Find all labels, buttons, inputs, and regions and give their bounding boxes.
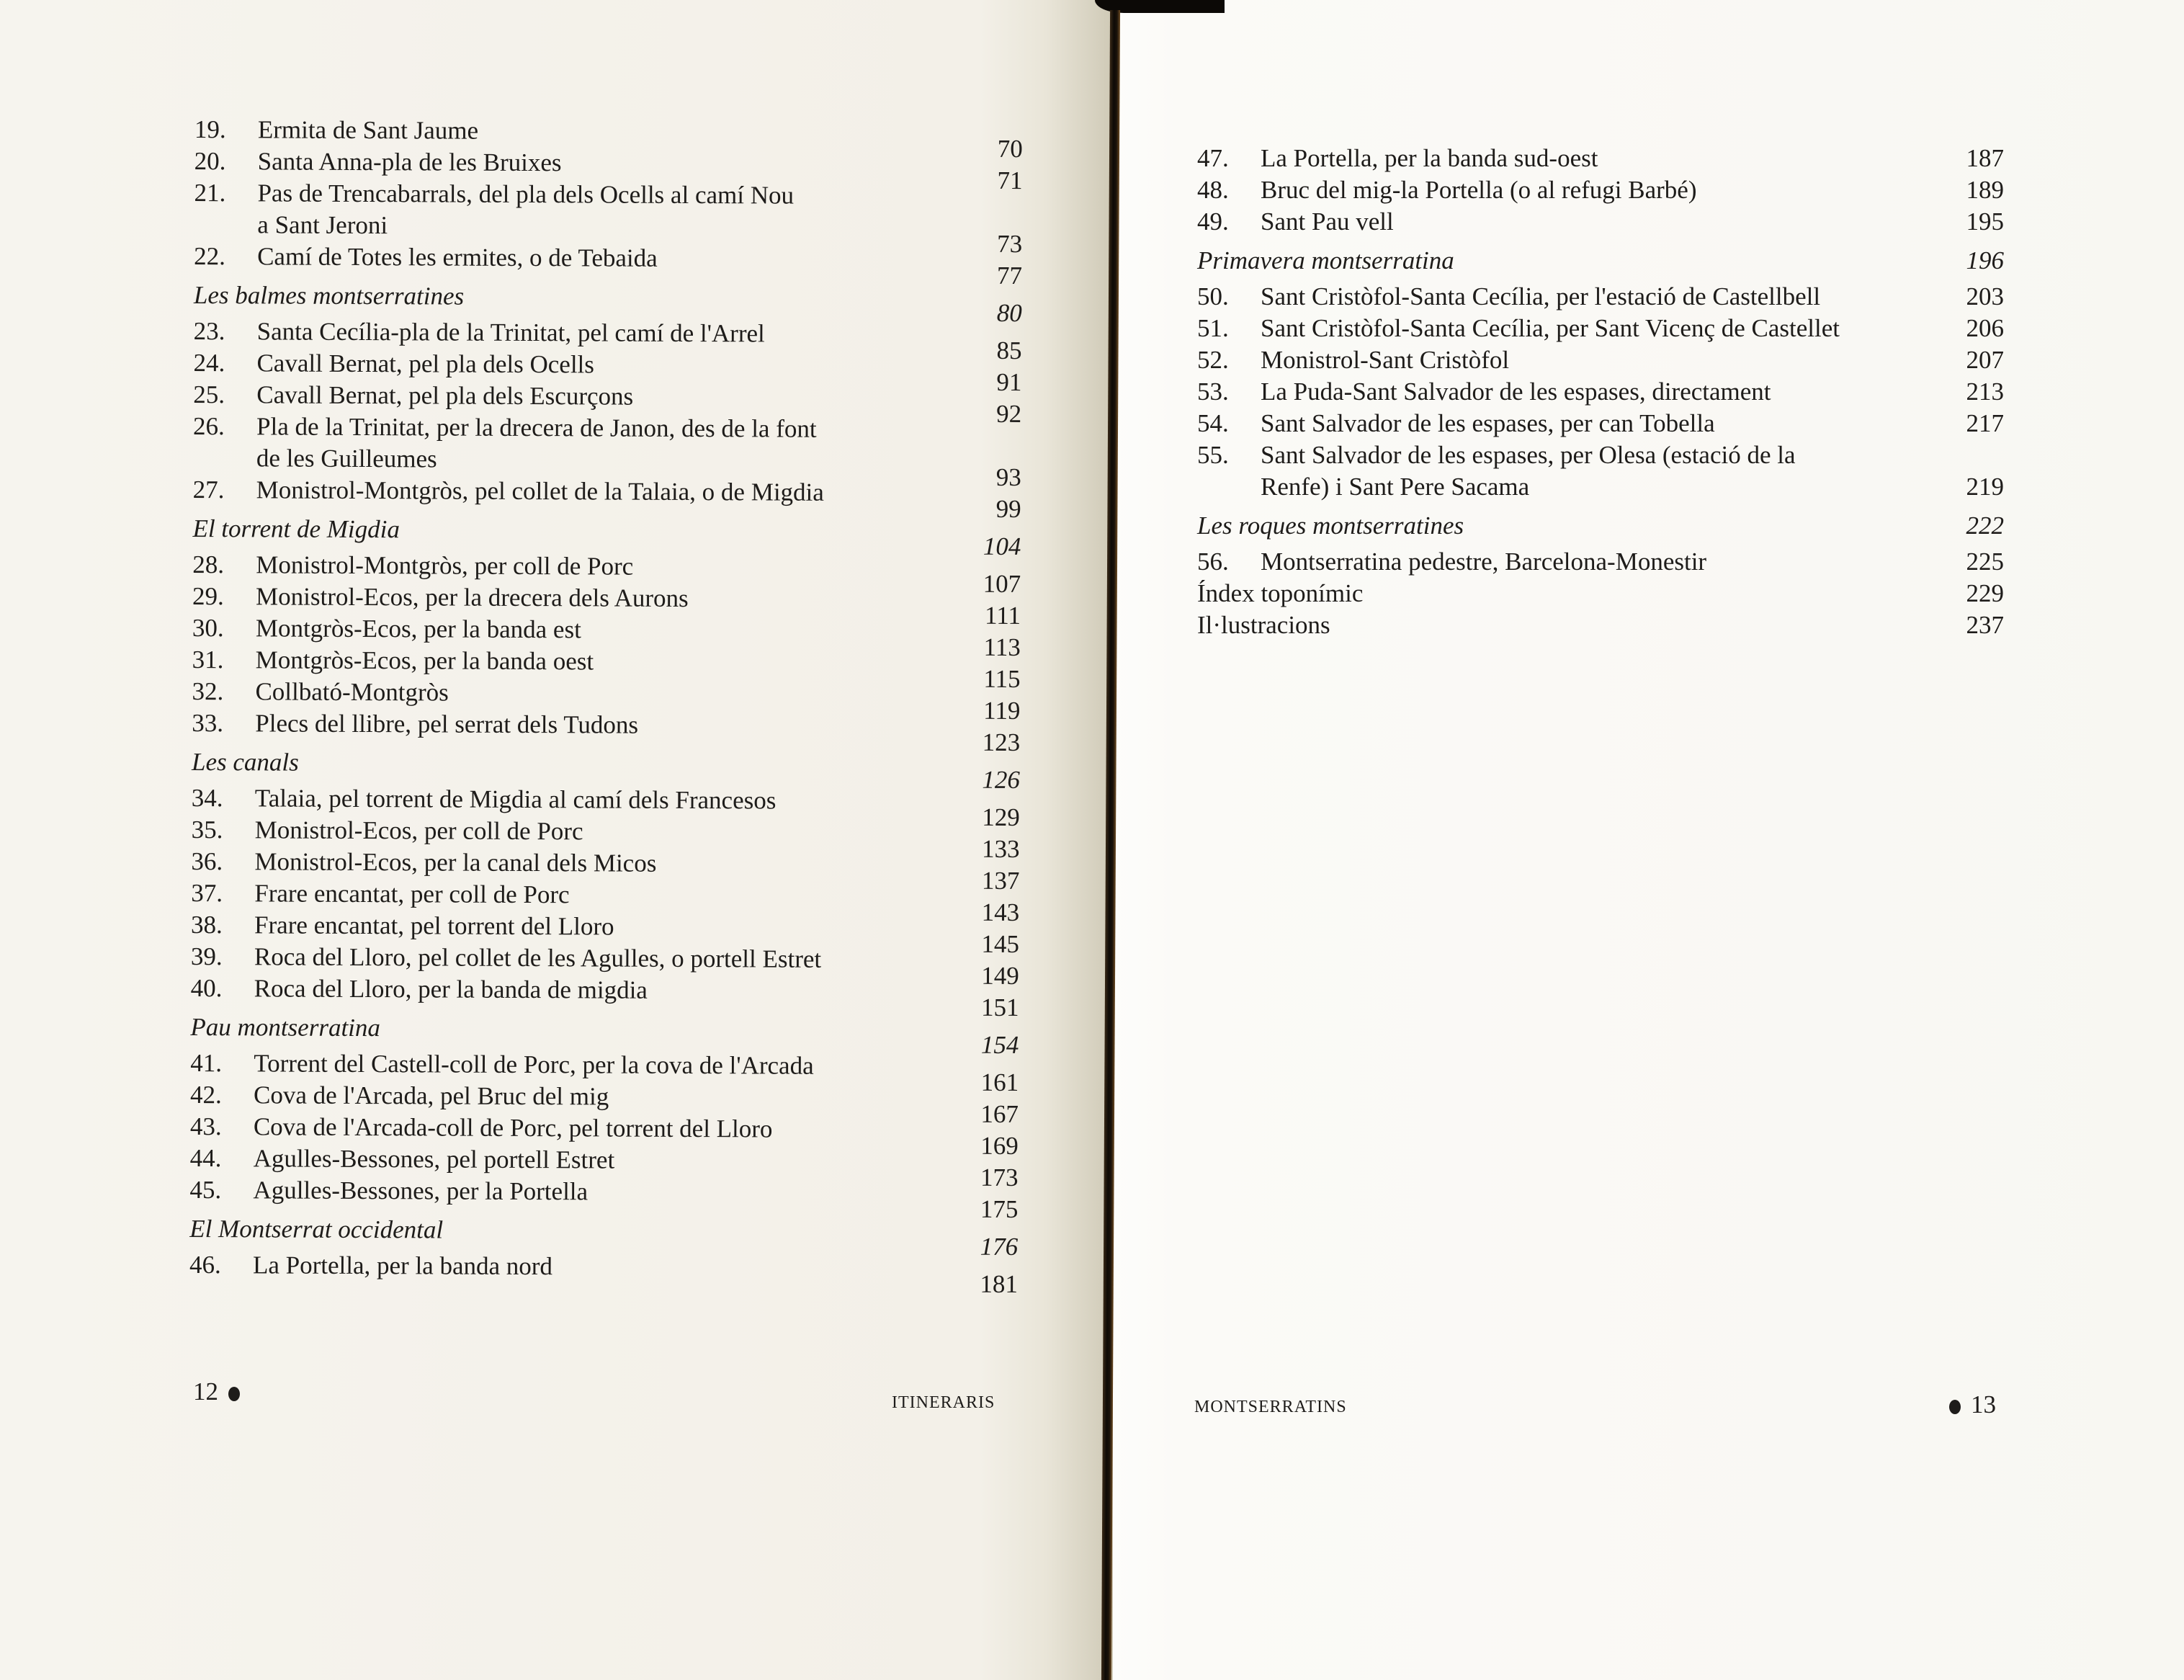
entry-page-number: 196: [1966, 246, 2004, 274]
toc-section-heading: [191, 746, 1021, 795]
entry-page-number: 169: [980, 1131, 1019, 1161]
entry-number: 56.: [1197, 548, 1229, 576]
entry-number: 48.: [1197, 176, 1229, 204]
entry-title: Monistrol-Ecos, per la drecera dels Aurons: [255, 582, 689, 612]
entry-page-number: 181: [980, 1269, 1019, 1299]
entry-number: 47.: [1197, 144, 1229, 172]
entry-page-number: 154: [980, 1030, 1019, 1060]
entry-title: El torrent de Migdia: [192, 514, 400, 544]
entry-number: 44.: [189, 1143, 222, 1173]
right-running-head: MONTSERRATINS: [1194, 1398, 1347, 1416]
toc-entry: [1197, 376, 2004, 408]
toc-section-heading: [1197, 510, 2004, 542]
entry-page-number: 176: [980, 1232, 1019, 1261]
entry-title: Les balmes montserratines: [193, 280, 465, 310]
entry-title: Monistrol-Ecos, per la canal dels Micos: [254, 847, 657, 877]
entry-number: 40.: [190, 973, 223, 1003]
entry-page-number: 217: [1966, 409, 2004, 437]
entry-page-number: 143: [981, 898, 1020, 927]
toc-entry: [1197, 578, 2004, 609]
entry-number: 33.: [192, 708, 224, 738]
toc-entry: [1197, 143, 2004, 174]
entry-page-number: 206: [1966, 314, 2004, 342]
entry-page-number: 149: [981, 961, 1019, 991]
entry-page-number: 113: [983, 633, 1021, 662]
toc-entry: [1197, 206, 2004, 238]
toc-entry: [1197, 408, 2004, 439]
entry-page-number: 237: [1966, 611, 2004, 639]
entry-title: Agulles-Bessones, per la Portella: [253, 1176, 588, 1206]
toc-entry: [194, 241, 1023, 290]
entry-page-number: 73: [997, 229, 1023, 259]
entry-title: Índex toponímic: [1197, 579, 1364, 607]
entry-number: 24.: [193, 348, 225, 377]
entry-number: 25.: [193, 380, 225, 409]
entry-title: Santa Cecília-pla de la Trinitat, pel camí de l'Arrel: [256, 317, 765, 348]
entry-page-number: 195: [1966, 207, 2004, 236]
entry-page-number: 167: [980, 1099, 1019, 1129]
entry-number: 26.: [193, 411, 225, 441]
entry-title: Ermita de Sant Jaume: [257, 115, 479, 145]
entry-number: 45.: [189, 1175, 222, 1205]
toc-entry: [189, 1249, 1019, 1299]
entry-title: Sant Pau vell: [1261, 207, 1394, 236]
entry-number: 52.: [1197, 346, 1229, 374]
entry-page-number: 119: [983, 696, 1021, 725]
entry-number: 53.: [1197, 377, 1229, 406]
entry-title: La Portella, per la banda nord: [252, 1251, 553, 1281]
entry-page-number: 115: [983, 664, 1021, 694]
entry-number: 23.: [193, 316, 225, 346]
entry-page-number: 189: [1966, 176, 2004, 204]
entry-title: Camí de Totes les ermites, o de Tebaida: [257, 242, 658, 272]
entry-page-number: 129: [982, 803, 1020, 832]
entry-title: Plecs del llibre, pel serrat dels Tudons: [255, 709, 639, 739]
entry-page-number: 85: [996, 336, 1022, 365]
toc-entry: [1197, 546, 2004, 578]
entry-number: 35.: [191, 815, 223, 844]
entry-title: Il·lustracions: [1197, 611, 1330, 639]
entry-page-number: 80: [996, 298, 1022, 328]
entry-number: 50.: [1197, 282, 1229, 310]
entry-page-number: 151: [981, 993, 1019, 1022]
entry-title: Sant Salvador de les espases, per Olesa (estació de la Renfe) i Sant Pere Sacama: [1261, 441, 1796, 501]
entry-title: Montgròs-Ecos, per la banda oest: [255, 645, 594, 676]
entry-title: Cova de l'Arcada, pel Bruc del mig: [253, 1081, 609, 1111]
entry-page-number: 203: [1966, 282, 2004, 310]
toc-entry: [190, 973, 1019, 1022]
entry-number: 36.: [191, 846, 223, 876]
entry-title: El Montserrat occidental: [189, 1214, 444, 1244]
entry-page-number: 77: [996, 261, 1023, 290]
entry-page-number: 126: [982, 765, 1021, 795]
entry-title: Sant Cristòfol-Santa Cecília, per Sant Vicenç de Castellet: [1261, 314, 1840, 342]
entry-page-number: 123: [982, 728, 1021, 757]
entry-title: Primavera montserratina: [1197, 246, 1454, 274]
entry-number: 46.: [189, 1250, 221, 1279]
entry-title: Les roques montserratines: [1197, 511, 1464, 540]
entry-number: 41.: [190, 1048, 223, 1078]
entry-title: Les canals: [191, 747, 299, 777]
right-page-number: 13: [1939, 1390, 1996, 1419]
entry-title: Monistrol-Montgròs, pel collet de la Talaia, o de Migdia: [256, 475, 824, 506]
entry-page-number: 91: [996, 367, 1022, 397]
toc-entry: [1197, 313, 2004, 344]
entry-page-number: 93: [995, 463, 1021, 492]
table-of-contents-left: [189, 114, 1023, 1299]
toc-section-heading: [192, 513, 1021, 561]
toc-section-heading: [189, 1213, 1019, 1261]
bullet-icon: [228, 1387, 240, 1401]
entry-page-number: 225: [1966, 548, 2004, 576]
entry-page-number: 173: [980, 1163, 1019, 1192]
entry-number: 51.: [1197, 314, 1229, 342]
entry-title: Cavall Bernat, pel pla dels Ocells: [256, 349, 595, 379]
toc-entry: [1197, 281, 2004, 313]
entry-title: Pla de la Trinitat, per la drecera de Janon, des de la font de les Guilleumes: [256, 412, 817, 473]
entry-page-number: 92: [996, 399, 1022, 429]
table-of-contents-right: [1197, 143, 2004, 641]
entry-number: 29.: [192, 581, 224, 611]
entry-page-number: 107: [983, 569, 1021, 599]
entry-number: 22.: [194, 241, 225, 271]
entry-page-number: 104: [983, 532, 1021, 561]
entry-page-number: 71: [997, 166, 1023, 195]
entry-page-number: 70: [997, 134, 1023, 164]
entry-number: 34.: [191, 783, 223, 813]
entry-title: Cova de l'Arcada-coll de Porc, pel torrent del Lloro: [253, 1112, 773, 1143]
entry-title: La Portella, per la banda sud-oest: [1261, 144, 1598, 172]
entry-number: 32.: [192, 676, 224, 706]
entry-number: 28.: [192, 550, 225, 579]
toc-entry: [1197, 344, 2004, 376]
toc-entry: [1197, 439, 2004, 503]
entry-number: 55.: [1197, 441, 1229, 469]
entry-page-number: 229: [1966, 579, 2004, 607]
toc-entry: [189, 1174, 1019, 1224]
entry-title: La Puda-Sant Salvador de les espases, directament: [1261, 377, 1771, 406]
entry-title: Sant Salvador de les espases, per can Tobella: [1261, 409, 1715, 437]
entry-title: Montgròs-Ecos, per la banda est: [255, 614, 581, 644]
entry-page-number: 207: [1966, 346, 2004, 374]
entry-title: Frare encantat, per coll de Porc: [254, 879, 570, 909]
entry-title: Monistrol-Ecos, per coll de Porc: [254, 816, 583, 846]
toc-entry: [192, 707, 1021, 757]
toc-section-heading: [193, 280, 1022, 328]
entry-number: 54.: [1197, 409, 1229, 437]
entry-page-number: 137: [981, 866, 1020, 895]
entry-title: Agulles-Bessones, pel portell Estret: [253, 1144, 615, 1174]
entry-title: Pas de Trencabarrals, del pla dels Ocells al camí Nou a Sant Jeroni: [257, 179, 795, 240]
entry-page-number: 133: [981, 834, 1020, 864]
entry-title: Sant Cristòfol-Santa Cecília, per l'estació de Castellbell: [1261, 282, 1821, 310]
entry-number: 21.: [194, 178, 226, 207]
entry-title: Talaia, pel torrent de Migdia al camí dels Francesos: [254, 784, 777, 815]
entry-title: Santa Anna-pla de les Bruixes: [257, 147, 562, 177]
bullet-icon: [1949, 1400, 1961, 1414]
entry-title: Roca del Lloro, pel collet de les Agulles, o portell Estret: [254, 942, 822, 973]
entry-number: 27.: [192, 475, 225, 504]
entry-title: Frare encantat, pel torrent del Lloro: [254, 911, 614, 941]
entry-page-number: 175: [980, 1194, 1019, 1224]
entry-title: Bruc del mig-la Portella (o al refugi Barbé): [1261, 176, 1697, 204]
entry-number: 49.: [1197, 207, 1229, 236]
entry-number: 37.: [191, 878, 223, 908]
entry-title: Roca del Lloro, per la banda de migdia: [254, 974, 648, 1004]
entry-page-number: 213: [1966, 377, 2004, 406]
entry-number: 42.: [189, 1080, 222, 1109]
entry-number: 20.: [194, 146, 226, 176]
entry-page-number: 111: [984, 601, 1021, 630]
entry-title: Pau montserratina: [190, 1012, 381, 1042]
entry-page-number: 145: [981, 929, 1020, 959]
toc-entry: [1197, 174, 2004, 206]
entry-page-number: 219: [1966, 473, 2004, 501]
entry-title: Collbató-Montgròs: [255, 677, 449, 707]
entry-number: 31.: [192, 645, 224, 674]
entry-number: 30.: [192, 613, 224, 643]
entry-page-number: 222: [1966, 511, 2004, 540]
entry-number: 39.: [190, 942, 223, 971]
entry-number: 19.: [194, 115, 226, 144]
entry-title: Torrent del Castell-coll de Porc, per la cova de l'Arcada: [254, 1049, 814, 1080]
entry-title: Monistrol-Montgròs, per coll de Porc: [256, 550, 634, 581]
left-page-number: 12: [193, 1377, 250, 1406]
toc-entry: [192, 474, 1021, 524]
left-running-head: ITINERARIS: [892, 1393, 995, 1412]
toc-section-heading: [1197, 245, 2004, 277]
entry-title: Monistrol-Sant Cristòfol: [1261, 346, 1510, 374]
entry-title: Cavall Bernat, pel pla dels Escurçons: [256, 380, 634, 411]
entry-number: 38.: [191, 910, 223, 939]
entry-page-number: 99: [995, 494, 1021, 524]
entry-page-number: 187: [1966, 144, 2004, 172]
entry-title: Montserratina pedestre, Barcelona-Monestir: [1261, 548, 1707, 576]
entry-number: 43.: [189, 1112, 222, 1141]
entry-page-number: 161: [980, 1068, 1019, 1097]
toc-section-heading: [190, 1011, 1019, 1060]
toc-entry: [1197, 609, 2004, 641]
